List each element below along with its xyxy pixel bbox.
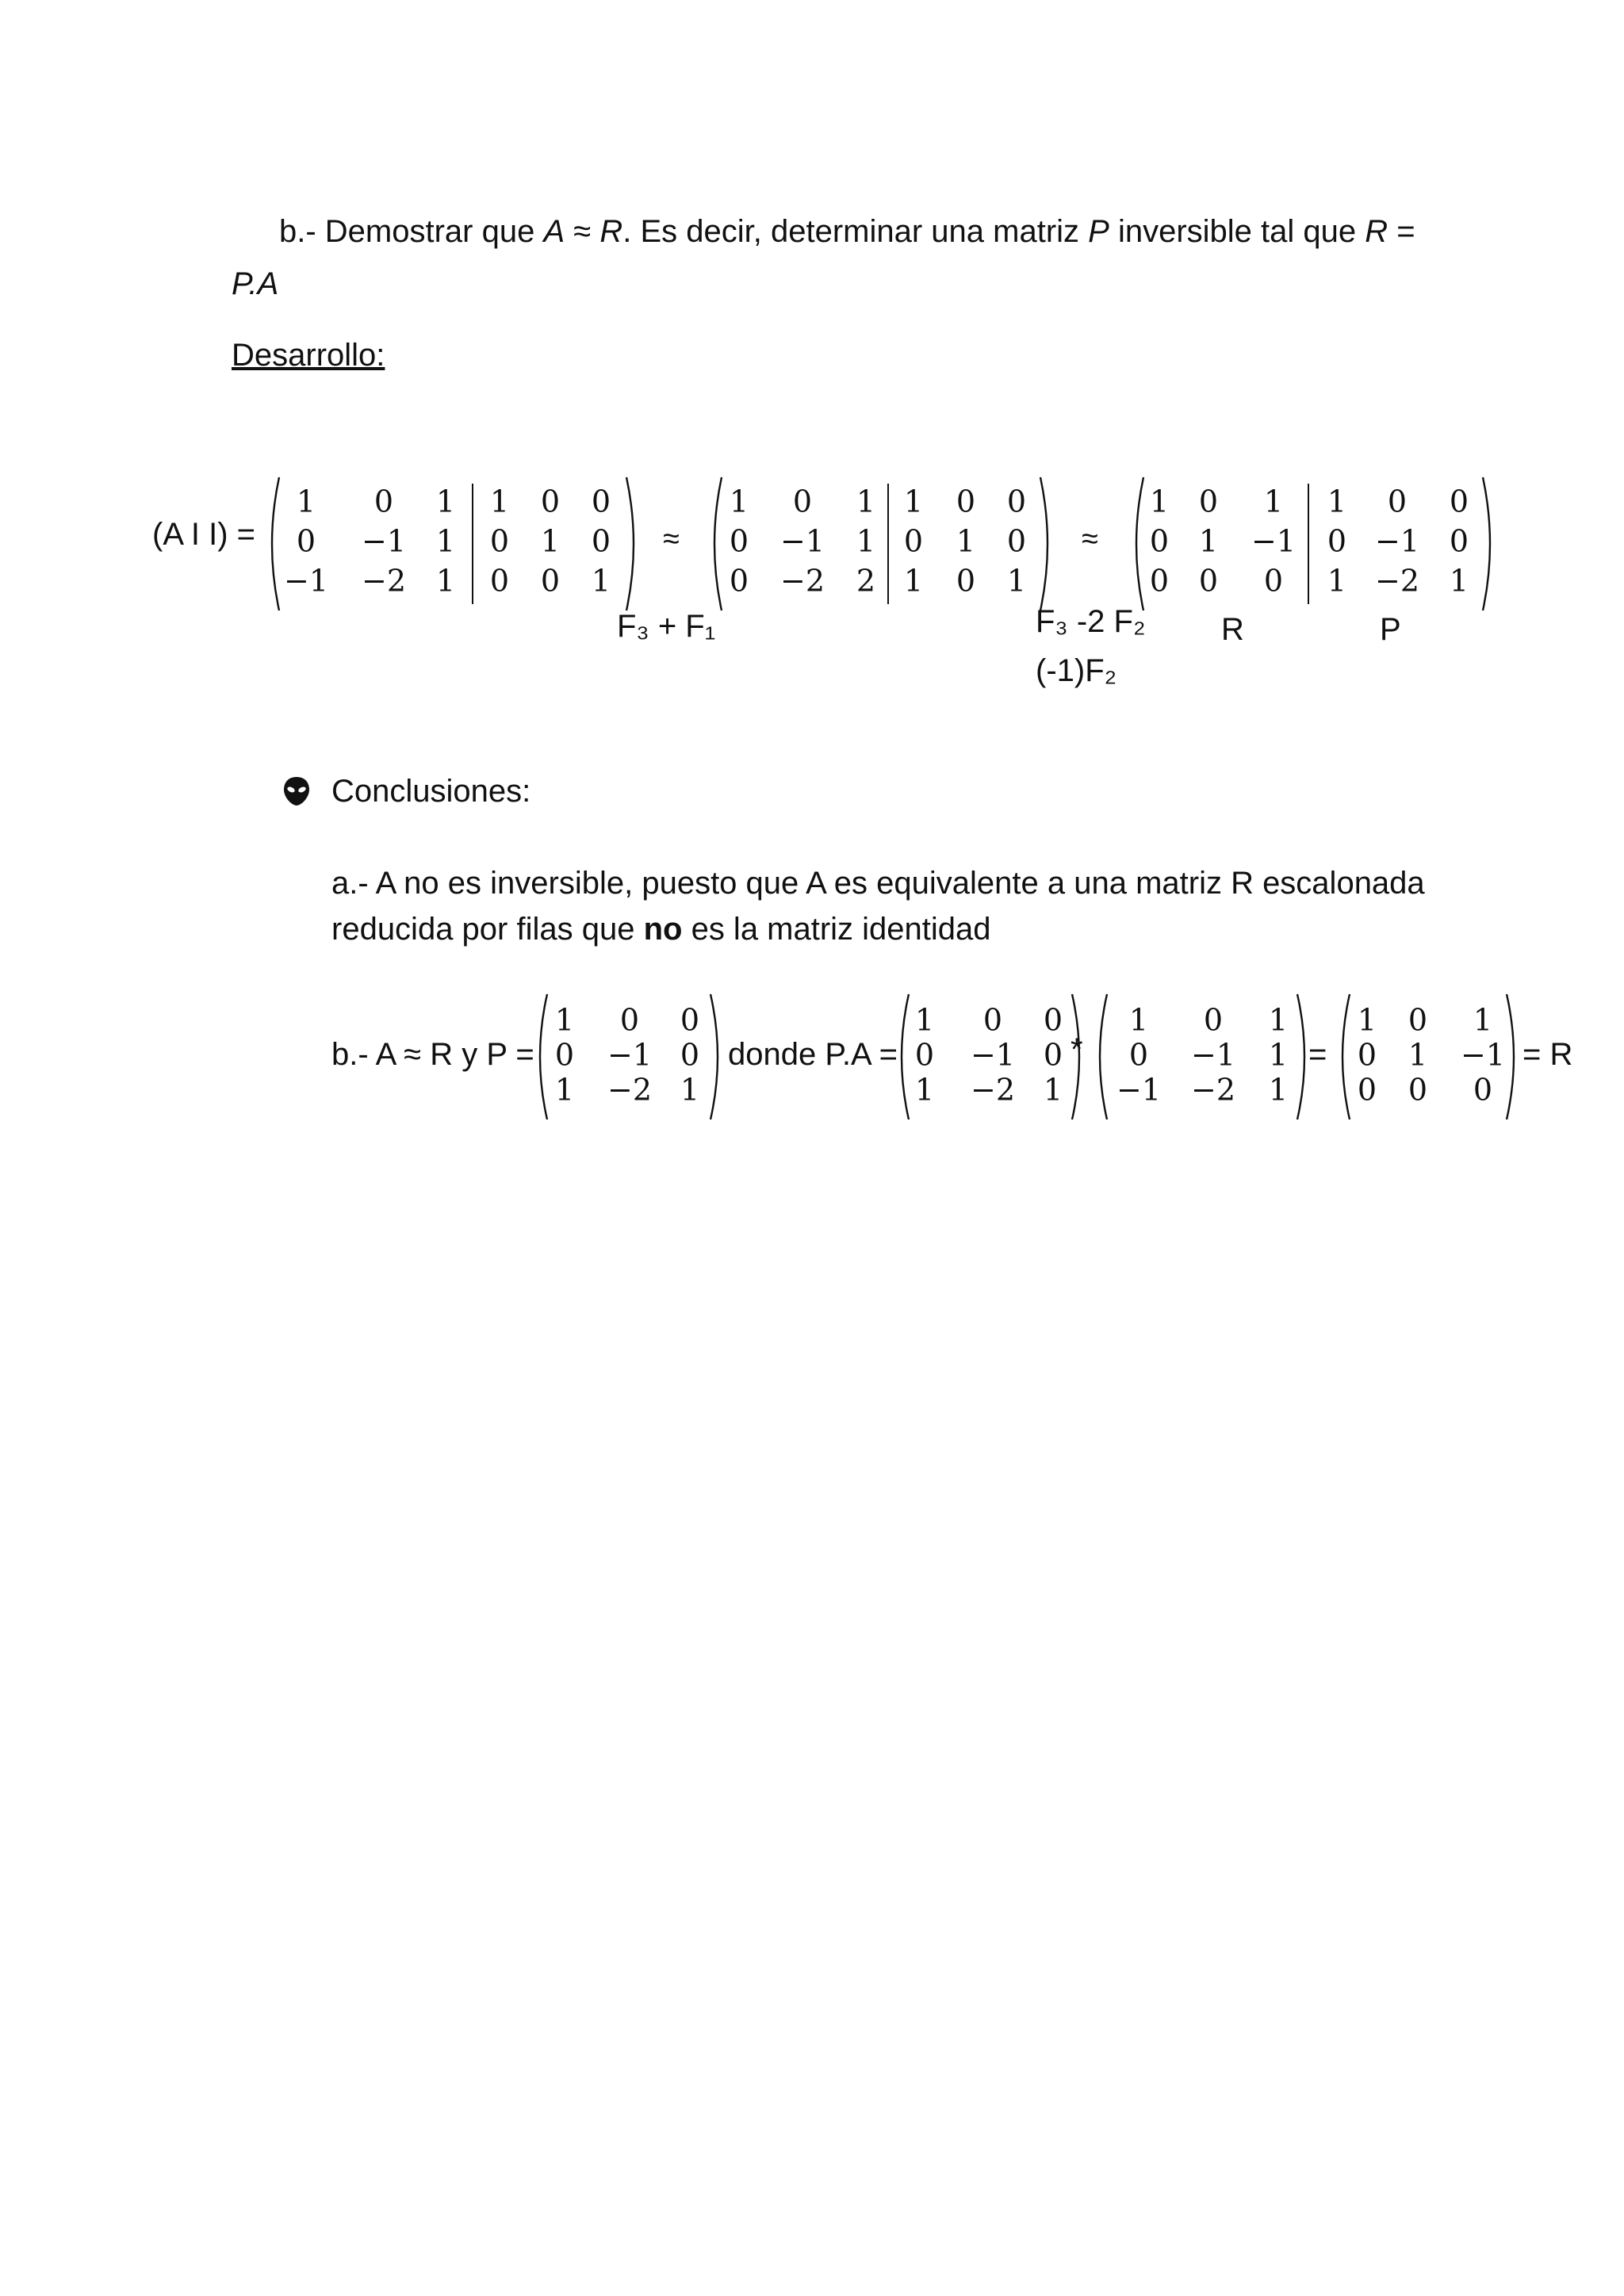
- matrix-a-product-right-paren: [1297, 994, 1304, 1119]
- matrix-step1-right-cell: 1: [591, 563, 611, 599]
- matrix-r-product-cell: 0: [1357, 1072, 1377, 1108]
- matrix-step2-left-cell: 1: [856, 523, 876, 559]
- matrix-a-product-cell: −2: [1190, 1072, 1236, 1108]
- matrix-step2-right-cell: 0: [1006, 484, 1027, 519]
- approx-symbol: ≈: [663, 522, 680, 557]
- matrix-step1-right-cell: 0: [540, 563, 561, 599]
- augmented-label: (A I I) =: [152, 517, 256, 552]
- row-reduction-svg: [0, 468, 1624, 706]
- multiply-sign: *: [1071, 1032, 1083, 1067]
- matrix-step3-right-cell: 1: [1327, 484, 1347, 519]
- problem-statement: b.- Demostrar que A ≈ R. Es decir, determinar una matriz P inversible tal que R =: [279, 214, 1415, 249]
- matrix-r-product-cell: −1: [1460, 1037, 1506, 1073]
- matrix-step3-left-paren: [1136, 477, 1143, 610]
- matrix-step3-right-cell: −1: [1374, 523, 1420, 559]
- matrix-p-product-cell: 1: [1043, 1072, 1063, 1108]
- operation-minus1-f2: (-1)F₂: [1036, 653, 1117, 688]
- matrix-r-product-right-paren: [1507, 994, 1514, 1119]
- label-p: P: [1380, 612, 1401, 647]
- matrix-step2-left-cell: 0: [729, 563, 749, 599]
- matrix-p-cell: 1: [680, 1072, 700, 1108]
- conclusion-b-label: b.- A ≈ R y P =: [331, 1037, 534, 1072]
- matrix-p-product-cell: 1: [914, 1072, 935, 1108]
- problem-statement-line2: P.A: [232, 266, 279, 301]
- matrix-a-product-cell: −1: [1116, 1072, 1162, 1108]
- matrix-step3-right-cell: 0: [1327, 523, 1347, 559]
- matrix-step1-left-cell: 1: [296, 484, 316, 519]
- conclusion-a-line1: a.- A no es inversible, puesto que A es equivalente a una matriz R escalonada: [331, 866, 1425, 901]
- matrix-p-cell: −1: [607, 1037, 653, 1073]
- matrix-step1-right-cell: 0: [540, 484, 561, 519]
- matrix-step3-left-cell: 0: [1149, 523, 1170, 559]
- matrix-r-product-cell: 0: [1473, 1072, 1493, 1108]
- matrix-p-product-cell: 0: [1043, 1002, 1063, 1038]
- matrix-a-product-cell: 1: [1268, 1002, 1289, 1038]
- matrix-a-product-cell: 0: [1203, 1002, 1224, 1038]
- matrix-step1-right-cell: 1: [489, 484, 510, 519]
- matrix-r-product-cell: 0: [1408, 1072, 1428, 1108]
- matrix-step2-left-cell: 1: [729, 484, 749, 519]
- matrix-step2-right-cell: 1: [1006, 563, 1027, 599]
- matrix-step2-right-cell: 1: [903, 563, 924, 599]
- conclusion-b-donde: donde P.A =: [728, 1037, 898, 1072]
- equals-r-sign: = R: [1522, 1037, 1573, 1072]
- matrix-step2-right-paren: [1040, 477, 1048, 610]
- alien-head-icon: [282, 775, 311, 807]
- matrix-p-cell: 0: [680, 1037, 700, 1073]
- matrix-p-product-right-paren: [1072, 994, 1079, 1119]
- matrix-step2-right-cell: 0: [956, 563, 976, 599]
- matrix-p-cell: −2: [607, 1072, 653, 1108]
- conclusions-heading: Conclusiones:: [331, 774, 531, 809]
- matrix-step2-right-cell: 0: [903, 523, 924, 559]
- matrix-r-product-cell: 0: [1357, 1037, 1377, 1073]
- matrix-step2-left-cell: 0: [792, 484, 813, 519]
- matrix-step3-right-paren: [1483, 477, 1490, 610]
- matrix-step2-left-cell: 0: [729, 523, 749, 559]
- matrix-p-product-cell: 1: [914, 1002, 935, 1038]
- matrix-step2-left-paren: [714, 477, 722, 610]
- matrix-p-right-paren: [710, 994, 718, 1119]
- equals-sign: =: [1308, 1037, 1327, 1072]
- matrix-a-product-cell: 1: [1128, 1002, 1149, 1038]
- matrix-p-cell: 0: [680, 1002, 700, 1038]
- matrix-step2-right-cell: 0: [956, 484, 976, 519]
- matrix-step3-right-cell: 0: [1449, 523, 1469, 559]
- matrix-p-product-cell: −1: [970, 1037, 1016, 1073]
- matrix-step1-right-cell: 1: [540, 523, 561, 559]
- matrix-r-product-cell: 1: [1473, 1002, 1493, 1038]
- matrix-p-product-cell: −2: [970, 1072, 1016, 1108]
- matrix-step1-left-cell: −1: [283, 563, 329, 599]
- conclusion-a-line2: reducida por filas que no es la matriz identidad: [331, 912, 991, 947]
- matrix-p-cell: 0: [554, 1037, 575, 1073]
- matrix-a-product-cell: 1: [1268, 1072, 1289, 1108]
- matrix-p-product-left-paren: [902, 994, 909, 1119]
- matrix-p-cell: 1: [554, 1002, 575, 1038]
- matrix-step1-left-cell: 1: [435, 484, 456, 519]
- matrix-p-product-cell: 0: [982, 1002, 1003, 1038]
- matrix-step3-left-cell: 0: [1263, 563, 1284, 599]
- matrix-step3-right-cell: 1: [1449, 563, 1469, 599]
- operation-f3-minus-2f2: F₃ -2 F₂: [1036, 604, 1146, 639]
- matrix-step1-left-cell: 1: [435, 523, 456, 559]
- approx-symbol: ≈: [1082, 522, 1098, 557]
- matrix-r-product-cell: 1: [1357, 1002, 1377, 1038]
- matrix-step3-left-cell: 0: [1198, 563, 1219, 599]
- matrix-step1-left-cell: 0: [296, 523, 316, 559]
- matrix-step1-right-cell: 0: [489, 563, 510, 599]
- matrix-p-left-paren: [540, 994, 547, 1119]
- matrix-p-product-cell: 0: [1043, 1037, 1063, 1073]
- label-r: R: [1221, 612, 1244, 647]
- matrix-a-product-left-paren: [1100, 994, 1107, 1119]
- matrix-step3-right-cell: −2: [1374, 563, 1420, 599]
- matrix-step2-left-cell: −2: [779, 563, 825, 599]
- matrix-a-product-cell: −1: [1190, 1037, 1236, 1073]
- matrix-step3-left-cell: 0: [1198, 484, 1219, 519]
- matrix-step2-left-cell: −1: [779, 523, 825, 559]
- matrix-step1-right-cell: 0: [489, 523, 510, 559]
- matrix-p-cell: 0: [619, 1002, 640, 1038]
- matrix-step3-right-cell: 0: [1387, 484, 1408, 519]
- matrix-step2-left-cell: 2: [856, 563, 876, 599]
- matrix-step1-right-cell: 0: [591, 523, 611, 559]
- matrix-r-product-cell: 1: [1408, 1037, 1428, 1073]
- matrix-step1-left-cell: −2: [361, 563, 407, 599]
- matrix-step3-left-cell: 0: [1149, 563, 1170, 599]
- matrix-step1-left-cell: −1: [361, 523, 407, 559]
- operation-f3-plus-f1: F₃ + F₁: [617, 609, 716, 644]
- matrix-p-cell: 1: [554, 1072, 575, 1108]
- matrix-step1-left-cell: 1: [435, 563, 456, 599]
- matrix-step3-right-cell: 0: [1449, 484, 1469, 519]
- matrix-step1-right-cell: 0: [591, 484, 611, 519]
- matrix-step2-right-cell: 1: [956, 523, 976, 559]
- matrix-step3-right-cell: 1: [1327, 563, 1347, 599]
- matrix-step3-left-cell: 1: [1263, 484, 1284, 519]
- matrix-step1-left-cell: 0: [373, 484, 394, 519]
- matrix-r-product-cell: 0: [1408, 1002, 1428, 1038]
- matrix-step3-left-cell: −1: [1251, 523, 1297, 559]
- matrix-r-product-left-paren: [1342, 994, 1350, 1119]
- matrix-step1-left-paren: [272, 477, 279, 610]
- matrix-a-product-cell: 1: [1268, 1037, 1289, 1073]
- matrix-step2-left-cell: 1: [856, 484, 876, 519]
- conclusion-matrices-svg: [0, 983, 1624, 1126]
- matrix-step3-left-cell: 1: [1198, 523, 1219, 559]
- matrix-step3-left-cell: 1: [1149, 484, 1170, 519]
- matrix-step2-right-cell: 1: [903, 484, 924, 519]
- desarrollo-heading: Desarrollo:: [232, 338, 385, 373]
- matrix-p-product-cell: 0: [914, 1037, 935, 1073]
- matrix-step2-right-cell: 0: [1006, 523, 1027, 559]
- matrix-a-product-cell: 0: [1128, 1037, 1149, 1073]
- matrix-step1-right-paren: [626, 477, 634, 610]
